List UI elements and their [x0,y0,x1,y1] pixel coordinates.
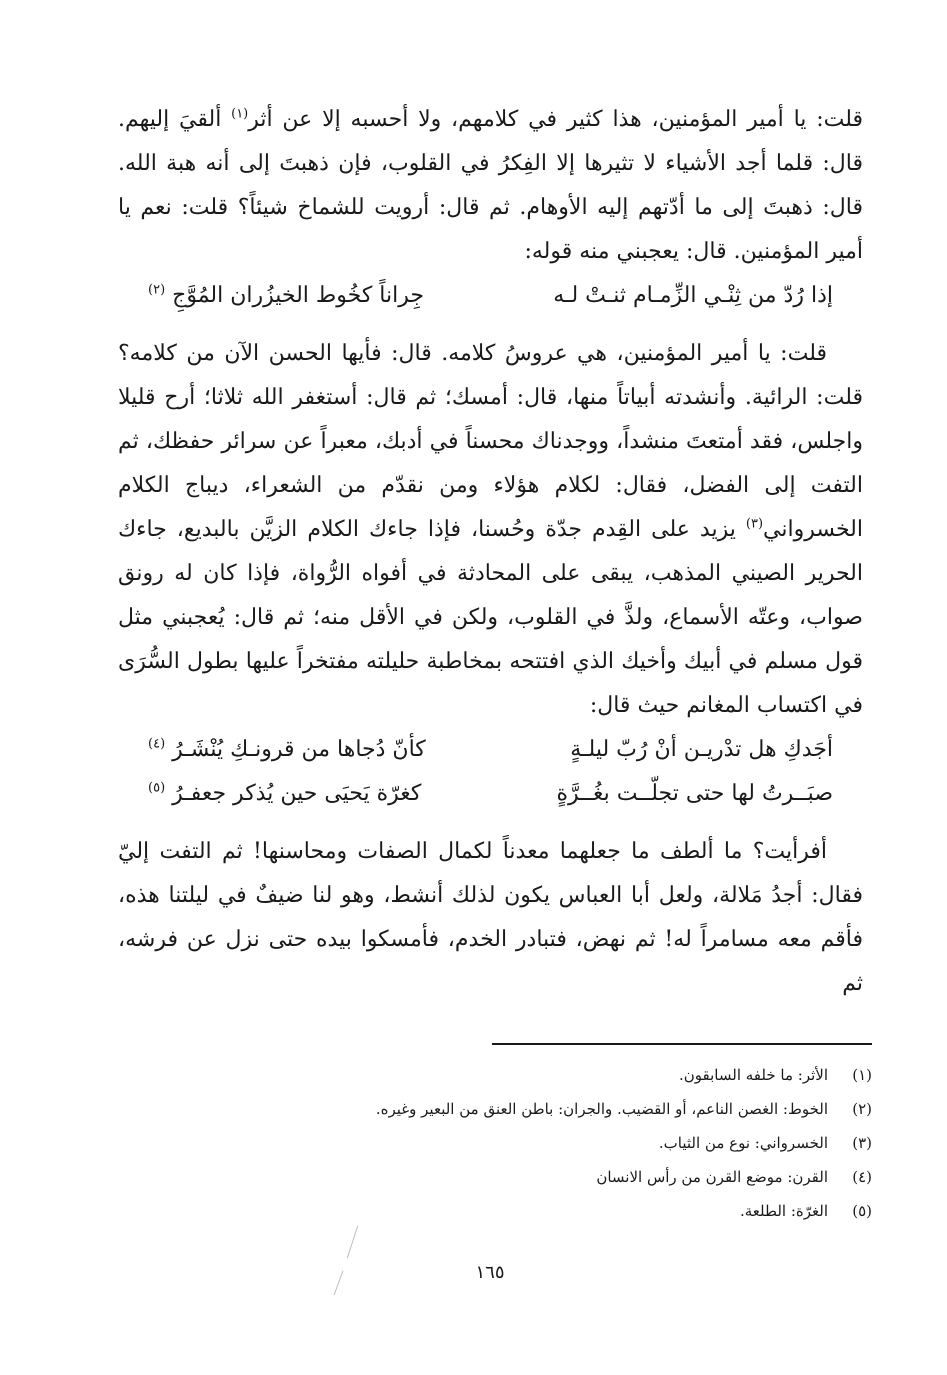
main-text [118,98,863,1006]
verse-muslim-2 [118,772,863,816]
footnote-3-number: (٣) [852,1134,872,1152]
verse-muslim-1-first-hemistich: أجَدكِ هل تدْريـن أنْ رُبّ ليلـةٍ [570,737,833,762]
paragraph-2 [118,332,863,728]
footnote-ref-4[interactable]: (٤) [148,736,166,752]
paragraph-1 [118,98,863,274]
verse-muslim-2-second-text: كغرّة يَحيَى حين يُذكر جعفـرُ [172,781,422,806]
verse-shammakh [118,274,863,318]
footnote-separator [492,1043,872,1045]
footnote-2-text: الخوط: الغصن الناعم، أو القضيب. والجران: باطن العنق من البعير وغيره. [375,1100,828,1118]
footnote-5-number: (٥) [852,1202,872,1220]
verse-muslim-2-first-hemistich: صبَــرتُ لها حتى تجلّــت بغُــرَّةٍ [556,781,833,806]
footnotes [150,1058,872,1228]
footnote-1 [150,1058,872,1092]
paragraph-3-text: أفرأيت؟ ما ألطف ما جعلهما معدناً لكمال الصفات ومحاسنها! ثم التفت إليّ فقال: أجدُ مَلالة، ولعل أبا العباس يكون لذلك أنشط، وهو لنا ضيفٌ في ليلتنا هذه، فأقم معه مسامراً له! ثم نهض، فتبادر الخدم، فأمسكوا بيده حتى نزل عن فرشه، ثم [118,839,863,996]
footnote-4 [150,1160,872,1194]
verse-muslim-1-second-text: كأنّ دُجاها من قرونـكِ يُنْشَـرُ [172,737,426,762]
footnote-ref-2[interactable]: (٢) [148,282,166,298]
footnote-ref-5[interactable]: (٥) [148,780,166,796]
paragraph-1-line-1: قلت: يا أمير المؤمنين، هذا كثير في كلامهم، ولا أحسبه إلا عن أثر [248,107,864,132]
verse-muslim-2-second-hemistich [148,772,421,816]
scan-mark [334,1271,344,1296]
footnote-1-text: الأثر: ما خلفه السابقون. [679,1066,828,1084]
footnote-3 [150,1126,872,1160]
footnote-5 [150,1194,872,1228]
verse-shammakh-second-hemistich [148,274,424,318]
footnote-5-text: الغرّة: الطلعة. [740,1202,828,1220]
verse-shammakh-second-text: جِراناً كخُوط الخيزُران المُوَّجِ [172,283,424,308]
footnote-1-number: (١) [852,1066,872,1084]
footnote-2 [150,1092,872,1126]
footnote-ref-1[interactable]: (١) [231,106,249,122]
scan-mark [347,1226,358,1259]
verse-muslim-1-second-hemistich [148,728,426,772]
footnote-ref-3[interactable]: (٣) [745,516,764,532]
page-number: ١٦٥ [475,1262,505,1283]
paragraph-3 [118,830,863,1006]
verse-muslim-1 [118,728,863,772]
footnote-4-number: (٤) [852,1168,872,1186]
verse-shammakh-first-hemistich: إذا رُدّ من ثِنْـي الزِّمـام ثنـتْ لـه [553,283,833,308]
paragraph-2-text: قلت: يا أمير المؤمنين، هي عروسُ كلامه. قال: فأيها الحسن الآن من كلامه؟ قلت: الرائية. وأنشدته أبياتاً منها، قال: أمسك؛ ثم قال: أستغفر الله ثلاثا؛ أرح قليلا واجلس، فقد أمتعتَ منشداً، ووجدناك محسناً في أدبك، معبراً عن سرائر حفظك، ثم التفت إلى الفضل، فقال: لكلام هؤلاء ومن نقدّم من الشعراء، ديباج الكلام الخسرواني [118,341,863,542]
footnote-3-text: الخسرواني: نوع من الثياب. [658,1134,828,1152]
paragraph-1-line-2: ألقيَ إليهم. قال: قلما أجد الأشياء لا تثيرها إلا الفِكرُ في القلوب، فإن ذهبتَ إلى أنه هبة الله. قال: ذهبتَ إلى ما أدّتهم إليه الأوهام. ثم قال: أرويت للشماخ شيئاً؟ قلت: نعم يا أمير المؤمنين. قال: يعجبني منه قوله: [118,107,863,264]
footnote-2-number: (٢) [852,1100,872,1118]
footnote-4-text: القرن: موضع القرن من رأس الانسان [596,1168,828,1186]
paragraph-2-text-after: يزيد على القِدم جدّة وحُسنا، فإذا جاءك الكلام الزيَّن بالبديع، جاءك الحرير الصيني المذهب، يبقى على المحادثة في أفواه الرُّواة، فإذا كان له رونق صواب، وعتّه الأسماع، ولذَّ في القلوب، ولكن في الأقل منه؛ ثم قال: يُعجبني مثل قول مسلم في أبيك وأخيك الذي افتتحه بمخاطبة حليلته مفتخراً عليها بطول السُّرَى في اكتساب المغانم حيث قال: [118,517,863,718]
